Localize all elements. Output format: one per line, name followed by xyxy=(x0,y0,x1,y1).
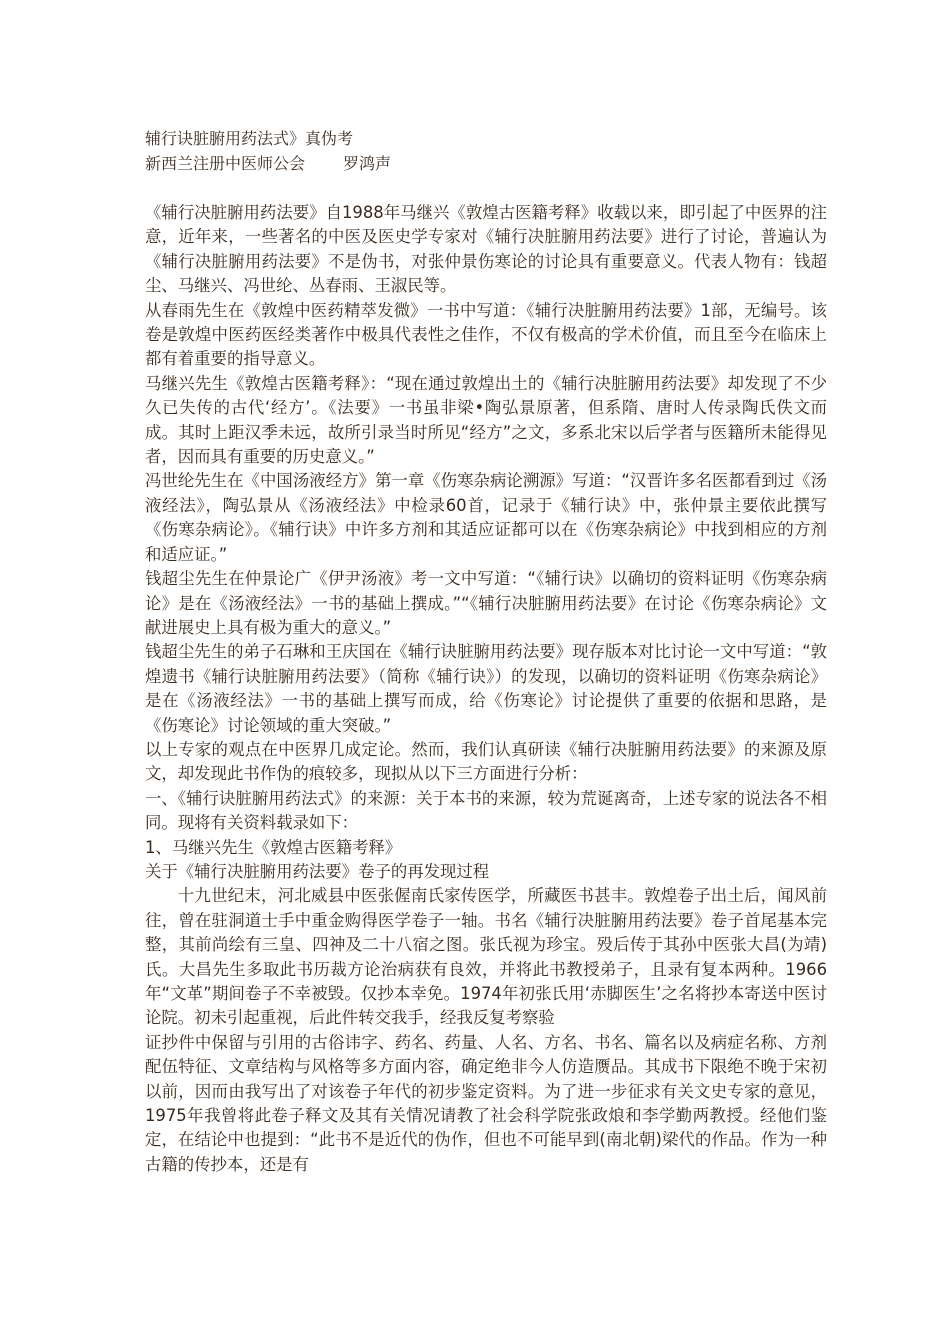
author: 罗鸿声 xyxy=(343,154,392,173)
affiliation: 新西兰注册中医师公会 xyxy=(145,154,306,173)
paragraph: 证抄件中保留与引用的古俗讳字、药名、药量、人名、方名、书名、篇名以及病症名称、方剂配伍特征、文章结构与风格等多方面内容，确定绝非今人仿造赝品。其成书下限绝不晚于宋初以前，因而由我写出了对该卷子年代的初步鉴定资料。为了进一步征求有关文史专家的意见，1975年我曾将此卷子释文及其有关情况请教了社会科学院张政烺和李学勤两教授。经他们鉴定，在结论中也提到：“此书不是近代的伪作，但也不可能早到(南北朝)梁代的作品。作为一种古籍的传抄本，还是有 xyxy=(145,1032,827,1174)
quoted-paragraph: 十九世纪末，河北威县中医张偓南氏家传医学，所藏医书甚丰。敦煌卷子出土后，闻风前往，曾在驻洞道士手中重金购得医学卷子一轴。书名《辅行决脏腑用药法要》卷子首尾基本完整，其前尚绘有三皇、四神及二十八宿之图。张氏视为珍宝。殁后传于其孙中医张大昌(为靖)氏。大昌先生多取此书历裁方论治病获有良效，并将此书教授弟子，且录有复本两种。1966年“文革”期间卷子不幸被毁。仅抄本幸免。1974年初张氏用‘赤脚医生’之名将抄本寄送中医讨论院。初未引起重视，后此件转交我手，经我反复考察验 xyxy=(145,886,827,1028)
paragraph: 钱超尘先生的弟子石琳和王庆国在《辅行诀脏腑用药法要》现存版本对比讨论一文中写道：“敦煌遗书《辅行诀脏腑用药法要》（简称《辅行诀》）的发现，以确切的资料证明《伤寒杂病论》是在《汤液经法》一书的基础上撰写而成，给《伤寒论》讨论提供了重要的依据和思路，是《伤寒论》讨论领域的重大突破。” xyxy=(145,642,827,735)
document-body xyxy=(145,201,827,1177)
paragraph: 冯世纶先生在《中国汤液经方》第一章《伤寒杂病论溯源》写道：“汉晋许多名医都看到过《汤液经法》，陶弘景从《汤液经法》中检录60首，记录于《辅行诀》中，张仲景主要依此撰写《伤寒杂病论》。《辅行诀》中许多方剂和其适应证都可以在《伤寒杂病论》中找到相应的方剂和适应证。” xyxy=(145,471,827,564)
document-title: 辅行诀脏腑用药法式》真伪考 xyxy=(145,129,354,148)
paragraph: 马继兴先生《敦煌古医籍考释》：“现在通过敦煌出土的《辅行决脏腑用药法要》却发现了不少久已失传的古代‘经方’。《法要》一书虽非梁•陶弘景原著，但系隋、唐时人传录陶氏佚文而成。其时上距汉季未远，故所引录当时所见“经方”之文，多系北宋以后学者与医籍所未能得见者，因而具有重要的历史意义。” xyxy=(145,373,827,467)
paragraph: 从春雨先生在《敦煌中医药精萃发微》一书中写道：《辅行决脏腑用药法要》1部，无编号。该卷是敦煌中医药医经类著作中极具代表性之佳作，不仅有极高的学术价值，而且至今在临床上都有着重要的指导意义。 xyxy=(145,300,827,369)
subsection-heading: 1、马继兴先生《敦煌古医籍考释》 xyxy=(145,837,402,857)
document-header xyxy=(145,126,825,176)
byline xyxy=(145,151,825,176)
paragraph: 以上专家的观点在中医界几成定论。然而，我们认真研读《辅行决脏腑用药法要》的来源及原文，却发现此书作伪的痕较多，现拟从以下三方面进行分析： xyxy=(145,739,827,784)
paragraph: 《辅行决脏腑用药法要》自1988年马继兴《敦煌古医籍考释》收载以来，即引起了中医界的注意，近年来，一些著名的中医及医史学专家对《辅行决脏腑用药法要》进行了讨论，普遍认为《辅行决脏腑用药法要》不是伪书，对张仲景伤寒论的讨论具有重要意义。代表人物有：钱超尘、马继兴、冯世纶、丛春雨、王淑民等。 xyxy=(145,203,827,296)
paragraph: 关于《辅行决脏腑用药法要》卷子的再发现过程 xyxy=(145,861,490,881)
paragraph: 钱超尘先生在仲景论广《伊尹汤液》考一文中写道：“《辅行诀》以确切的资料证明《伤寒杂病论》是在《汤液经法》一书的基础上撰成。”“《辅行决脏腑用药法要》在讨论《伤寒杂病论》文献进展史上具有极为重大的意义。” xyxy=(145,569,827,637)
section-heading: 一、《辅行诀脏腑用药法式》的来源：关于本书的来源，较为荒诞离奇，上述专家的说法各不相同。现将有关资料载录如下： xyxy=(145,788,827,833)
